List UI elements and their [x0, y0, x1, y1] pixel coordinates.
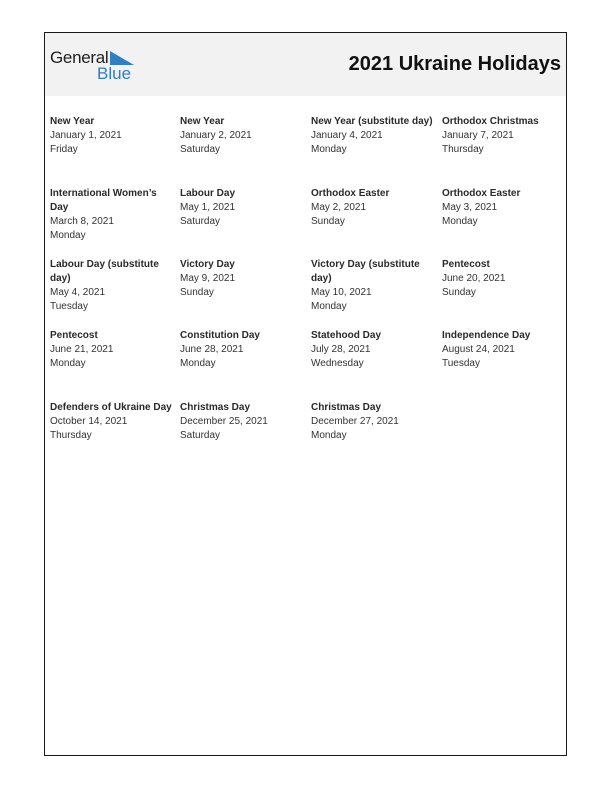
holiday-weekday: Saturday — [180, 430, 221, 441]
holiday-date: June 28, 2021 — [180, 344, 244, 355]
holiday-weekday: Thursday — [50, 430, 92, 441]
holiday-date: May 3, 2021 — [442, 202, 498, 213]
holiday-item — [50, 187, 175, 243]
holiday-name: Constitution Day — [180, 330, 260, 341]
holiday-name: Orthodox Christmas — [442, 116, 539, 127]
holiday-item — [442, 258, 567, 300]
holiday-date: May 9, 2021 — [180, 273, 236, 284]
holiday-name: New Year — [180, 116, 225, 127]
page-frame — [44, 32, 567, 756]
logo — [50, 48, 140, 84]
holiday-name: Independence Day — [442, 330, 531, 341]
holiday-weekday: Saturday — [180, 216, 221, 227]
holiday-name: International Women’s Day — [50, 188, 157, 213]
holiday-name: Pentecost — [50, 330, 98, 341]
holiday-date: May 4, 2021 — [50, 287, 106, 298]
holiday-name: Orthodox Easter — [442, 188, 521, 199]
holiday-date: March 8, 2021 — [50, 216, 114, 227]
holiday-date: January 2, 2021 — [180, 130, 252, 141]
holiday-weekday: Wednesday — [311, 358, 364, 369]
holiday-name: Defenders of Ukraine Day — [50, 402, 172, 413]
holiday-name: Orthodox Easter — [311, 188, 390, 199]
holiday-weekday: Tuesday — [50, 301, 88, 312]
holiday-item — [311, 329, 436, 371]
holiday-name: Pentecost — [442, 259, 490, 270]
holiday-item — [442, 329, 567, 371]
holiday-date: June 21, 2021 — [50, 344, 114, 355]
holiday-item — [180, 115, 305, 157]
header-band — [45, 33, 566, 96]
holiday-name: Labour Day (substitute day) — [50, 259, 159, 284]
holiday-weekday: Monday — [311, 144, 347, 155]
holiday-name: Christmas Day — [311, 402, 382, 413]
holiday-date: January 7, 2021 — [442, 130, 514, 141]
holiday-name: Victory Day — [180, 259, 235, 270]
holiday-weekday: Sunday — [180, 287, 214, 298]
holiday-weekday: Monday — [442, 216, 478, 227]
holiday-weekday: Monday — [311, 430, 347, 441]
holiday-weekday: Tuesday — [442, 358, 480, 369]
holiday-date: January 4, 2021 — [311, 130, 383, 141]
holiday-date: August 24, 2021 — [442, 344, 515, 355]
logo-general-text: General — [50, 48, 109, 67]
holiday-item — [50, 329, 175, 371]
holiday-item — [180, 329, 305, 371]
holiday-item — [311, 401, 436, 443]
holiday-item — [311, 187, 436, 229]
logo-triangle-icon — [110, 51, 134, 65]
holiday-weekday: Sunday — [311, 216, 345, 227]
holiday-weekday: Monday — [180, 358, 216, 369]
holiday-date: December 25, 2021 — [180, 416, 268, 427]
holiday-date: July 28, 2021 — [311, 344, 371, 355]
holiday-name: New Year (substitute day) — [311, 116, 433, 127]
holiday-name: Victory Day (substitute day) — [311, 259, 420, 284]
holiday-item — [50, 115, 175, 157]
page-title: 2021 Ukraine Holidays — [348, 53, 561, 75]
holiday-name: Statehood Day — [311, 330, 382, 341]
logo-blue-text: Blue — [97, 64, 132, 83]
holiday-date: May 1, 2021 — [180, 202, 236, 213]
holiday-weekday: Monday — [50, 358, 86, 369]
holiday-item — [442, 115, 567, 157]
holiday-item — [50, 258, 175, 314]
holiday-item — [180, 258, 305, 300]
holiday-date: May 10, 2021 — [311, 287, 372, 298]
holiday-weekday: Sunday — [442, 287, 476, 298]
holiday-item — [180, 187, 305, 229]
holiday-weekday: Monday — [50, 230, 86, 241]
holiday-name: New Year — [50, 116, 95, 127]
holiday-date: May 2, 2021 — [311, 202, 367, 213]
holiday-weekday: Monday — [311, 301, 347, 312]
holiday-item — [50, 401, 175, 443]
holiday-date: December 27, 2021 — [311, 416, 399, 427]
holiday-item — [442, 187, 567, 229]
holiday-item — [311, 258, 436, 314]
holiday-item — [311, 115, 436, 157]
holiday-date: October 14, 2021 — [50, 416, 128, 427]
holiday-weekday: Friday — [50, 144, 78, 155]
holiday-date: January 1, 2021 — [50, 130, 122, 141]
holiday-item — [180, 401, 305, 443]
holiday-date: June 20, 2021 — [442, 273, 506, 284]
holiday-name: Labour Day — [180, 188, 236, 199]
holiday-weekday: Thursday — [442, 144, 484, 155]
holiday-weekday: Saturday — [180, 144, 221, 155]
holiday-name: Christmas Day — [180, 402, 251, 413]
